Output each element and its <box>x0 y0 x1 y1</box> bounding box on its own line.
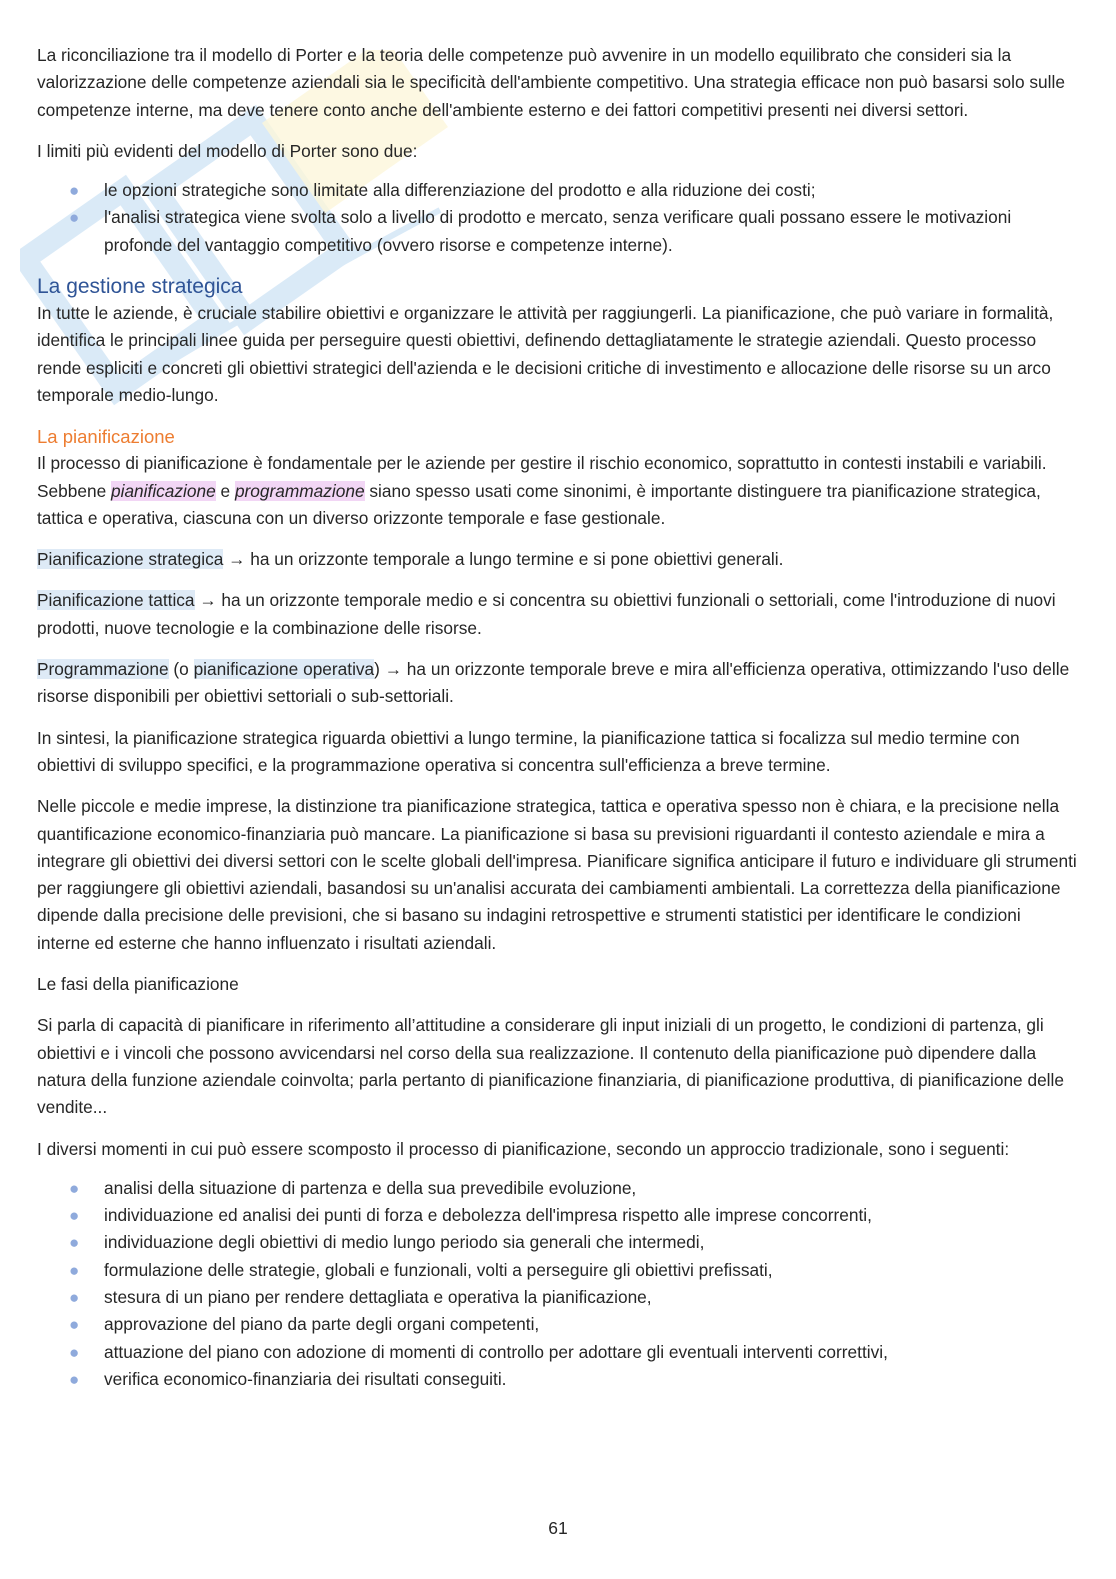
list-item: ● individuazione degli obiettivi di medio lungo periodo sia generali che intermedi, <box>37 1229 1077 1256</box>
bullet-icon: ● <box>69 1342 80 1362</box>
highlight-term: Pianificazione tattica <box>37 590 195 611</box>
bullet-icon: ● <box>69 1206 80 1226</box>
pianificazione-paragraph: Il processo di pianificazione è fondamentale per le aziende per gestire il rischio economico, soprattutto in contesti instabili e variabili. Sebbene pianificazione e programmazione siano spesso usati come sinonimi, è importante distinguere tra pianificazione strategica, tattica e operativa, ciascuna con un diverso orizzonte temporale e fase gestionale. <box>37 453 1047 528</box>
highlight-term: programmazione <box>234 480 365 501</box>
highlight-term: Programmazione <box>37 659 169 680</box>
bullet-icon: ● <box>69 1287 80 1307</box>
bullet-icon: ● <box>69 1233 80 1253</box>
list-item: ● formulazione delle strategie, globali e funzionali, volti a perseguire gli obiettivi prefissati, <box>37 1257 1077 1284</box>
pmi-paragraph: Nelle piccole e medie imprese, la distinzione tra pianificazione strategica, tattica e operativa spesso non è chiara, e la precisione nella quantificazione economico-finanziaria può mancare. La pianificazione si basa su previsioni riguardanti il contesto aziendale e mira a integrare gli obiettivi dei diversi settori con le scelte globali dell'impresa. Pianificare significa anticipare il futuro e individuare gli strumenti per raggiungere gli obiettivi aziendali, basandosi su un'analisi accurata dei cambiamenti ambientali. La correttezza della pianificazione dipende dalla precisione delle previsioni, che si basano su indagini retrospettive e strumenti statistici per identificare le condizioni interne ed esterne che hanno influenzato i risultati aziendali. <box>37 796 1077 953</box>
list-item: ● verifica economico-finanziaria dei risultati conseguiti. <box>37 1366 1077 1393</box>
operativa-definition: Programmazione (o pianificazione operativa) → ha un orizzonte temporale breve e mira all'efficienza operativa, ottimizzando l'uso delle risorse disponibili per obiettivi settoriali o sub-settoriali. <box>37 659 1070 707</box>
list-item: ● stesura di un piano per rendere dettagliata e operativa la pianificazione, <box>37 1284 1077 1311</box>
bullet-icon: ● <box>69 1315 80 1335</box>
list-item: ● attuazione del piano con adozione di momenti di controllo per adottare gli eventuali interventi correttivi, <box>37 1339 1077 1366</box>
intro-paragraph: La riconciliazione tra il modello di Porter e la teoria delle competenze può avvenire in un modello equilibrato che consideri sia la valorizzazione delle competenze aziendali sia le specificità dell'ambiente competitivo. Una strategia efficace non può basarsi solo sulle competenze interne, ma deve tenere conto anche dell'ambiente esterno e dei fattori competitivi presenti nei diversi settori. <box>37 45 1065 120</box>
list-item: ● l'analisi strategica viene svolta solo a livello di prodotto e mercato, senza verificare quali possano essere le motivazioni profonde del vantaggio competitivo (ovvero risorse e competenze interne). <box>37 204 1077 259</box>
capacita-paragraph: Si parla di capacità di pianificare in riferimento all’attitudine a considerare gli input iniziali di un progetto, le condizioni di partenza, gli obiettivi e i vincoli che possono avvicendarsi nel corso della sua realizzazione. Il contenuto della pianificazione può dipendere dalla natura della funzione aziendale coinvolta; parla pertanto di pianificazione finanziaria, di pianificazione produttiva, di pianificazione delle vendite... <box>37 1015 1064 1118</box>
bullet-icon: ● <box>69 1369 80 1389</box>
heading-pianificazione: La pianificazione <box>37 426 175 448</box>
fasi-list <box>37 1175 1077 1393</box>
limits-list <box>37 177 1077 259</box>
momenti-paragraph: I diversi momenti in cui può essere scomposto il processo di pianificazione, secondo un approccio tradizionale, sono i seguenti: <box>37 1138 1010 1159</box>
heading-gestione-strategica: La gestione strategica <box>37 275 243 299</box>
bullet-icon: ● <box>69 181 80 201</box>
list-item: ● approvazione del piano da parte degli organi competenti, <box>37 1311 1077 1338</box>
list-item: ● individuazione ed analisi dei punti di forza e debolezza dell'impresa rispetto alle imprese concorrenti, <box>37 1202 1077 1229</box>
list-item: ● le opzioni strategiche sono limitate alla differenziazione del prodotto e alla riduzione dei costi; <box>37 177 1077 204</box>
fasi-title: Le fasi della pianificazione <box>37 974 239 995</box>
highlight-term: pianificazione <box>111 480 216 501</box>
highlight-term: pianificazione operativa <box>193 659 375 680</box>
bullet-icon: ● <box>69 1178 80 1198</box>
tattica-definition: Pianificazione tattica → ha un orizzonte temporale medio e si concentra su obiettivi funzionali o settoriali, come l'introduzione di nuovi prodotti, nuove tecnologie e la combinazione delle risorse. <box>37 590 1056 638</box>
highlight-term: Pianificazione strategica <box>37 549 224 570</box>
page-number: 61 <box>548 1518 568 1538</box>
page-content <box>37 42 1077 1407</box>
bullet-icon: ● <box>69 208 80 228</box>
sintesi-paragraph: In sintesi, la pianificazione strategica riguarda obiettivi a lungo termine, la pianificazione tattica si focalizza sul medio termine con obiettivi di sviluppo specifici, e la programmazione operativa si concentra sull'efficienza a breve termine. <box>37 727 1020 775</box>
list-item: ● analisi della situazione di partenza e della sua prevedibile evoluzione, <box>37 1175 1077 1202</box>
bullet-icon: ● <box>69 1260 80 1280</box>
strategica-definition: Pianificazione strategica → ha un orizzonte temporale a lungo termine e si pone obiettivi generali. <box>37 549 784 570</box>
limits-intro: I limiti più evidenti del modello di Porter sono due: <box>37 140 418 161</box>
gestione-paragraph: In tutte le aziende, è cruciale stabilire obiettivi e organizzare le attività per raggiungerli. La pianificazione, che può variare in formalità, identifica le principali linee guida per perseguire questi obiettivi, definendo dettagliatamente le strategie aziendali. Questo processo rende espliciti e concreti gli obiettivi strategici dell'azienda e le decisioni critiche di investimento e allocazione delle risorse su un arco temporale medio-lungo. <box>37 303 1054 405</box>
